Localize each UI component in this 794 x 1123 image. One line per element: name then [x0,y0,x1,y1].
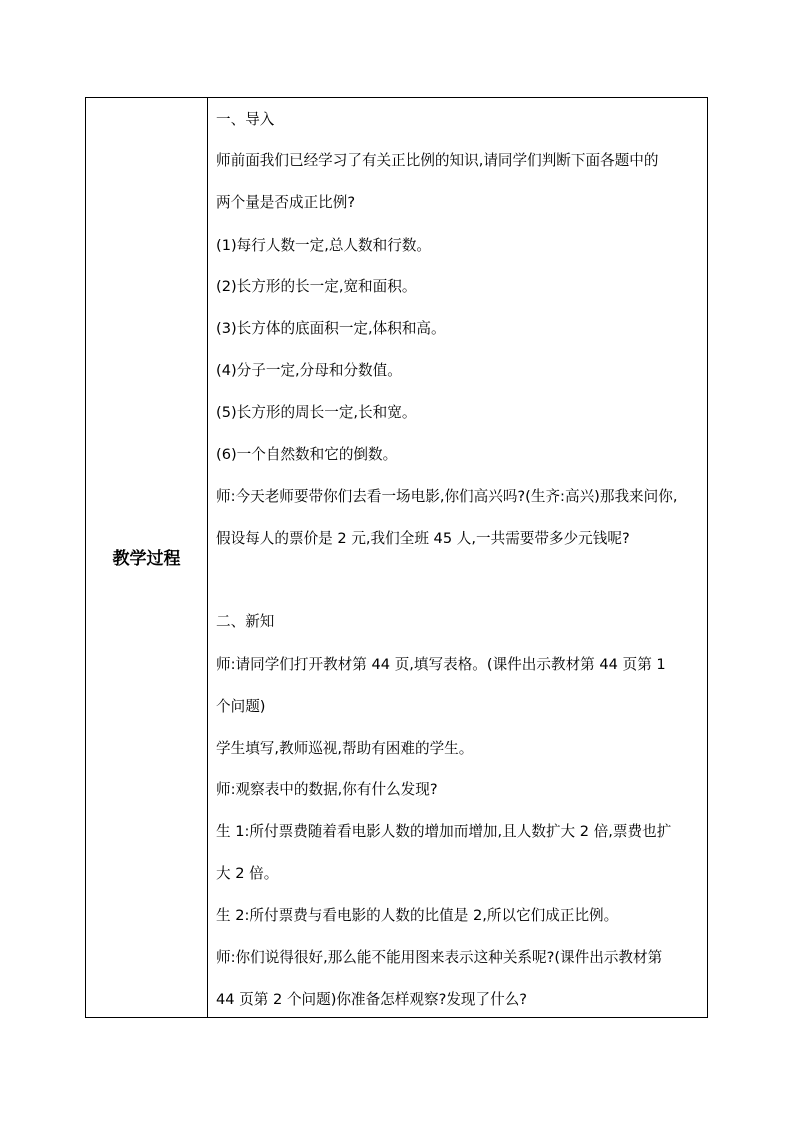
question-item-5: (5)长方形的周长一定,长和宽。 [216,404,417,421]
row-label: 教学过程 [112,549,181,569]
section-heading-intro: 一、导入 [216,111,275,128]
question-item-6: (6)一个自然数和它的倒数。 [216,446,398,463]
text-line: 个问题) [216,698,266,715]
text-line: 生 2:所付票费与看电影的人数的比值是 2,所以它们成正比例。 [216,907,619,924]
question-item-3: (3)长方体的底面积一定,体积和高。 [216,320,446,337]
question-item-2: (2)长方形的长一定,宽和面积。 [216,278,417,295]
text-line: 师前面我们已经学习了有关正比例的知识,请同学们判断下面各题中的 [216,152,659,169]
question-item-1: (1)每行人数一定,总人数和行数。 [216,237,432,254]
section-heading-new-knowledge: 二、新知 [216,613,275,630]
text-line: 44 页第 2 个问题)你准备怎样观察?发现了什么? [216,991,528,1008]
text-line: 大 2 倍。 [216,865,279,882]
text-line: 师:你们说得很好,那么能不能用图来表示这种关系呢?(课件出示教材第 [216,949,663,966]
content-cell [208,98,707,1017]
text-line: 学生填写,教师巡视,帮助有困难的学生。 [216,740,474,757]
text-line: 两个量是否成正比例? [216,194,356,211]
text-line: 师:今天老师要带你们去看一场电影,你们高兴吗?(生齐:高兴)那我来问你, [216,488,678,505]
lesson-plan-table [85,97,708,1018]
question-item-4: (4)分子一定,分母和分数值。 [216,362,402,379]
text-line: 生 1:所付票费随着看电影人数的增加而增加,且人数扩大 2 倍,票费也扩 [216,823,672,840]
row-label-cell [86,98,208,1017]
text-line: 师:请同学们打开教材第 44 页,填写表格。(课件出示教材第 44 页第 1 [216,656,666,673]
text-line: 师:观察表中的数据,你有什么发现? [216,781,438,798]
text-line: 假设每人的票价是 2 元,我们全班 45 人,一共需要带多少元钱呢? [216,530,630,547]
